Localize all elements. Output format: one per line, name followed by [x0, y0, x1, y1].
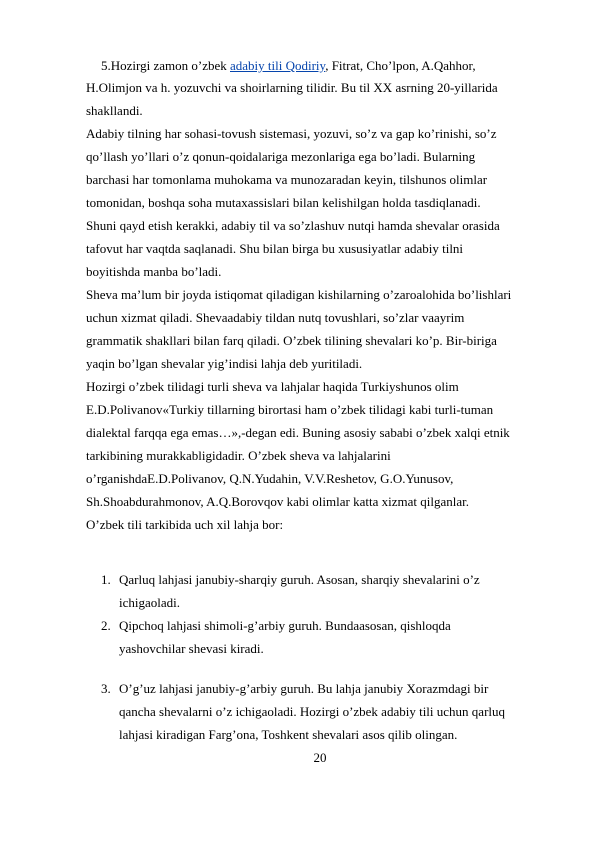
list-number: 2. — [101, 618, 111, 633]
paragraph-line: Shuni qayd etish kerakki, adabiy til va so’zlashuv nutqi hamda shevalar orasida — [86, 218, 500, 233]
list-item-line: qancha shevalarni o’z ichigaoladi. Hozirgi o’zbek adabiy tili uchun qarluq — [119, 704, 506, 719]
paragraph-line: qo’llash yo’llari o’z qonun-qoidalariga mezonlariga ega bo’ladi. Bularning — [86, 149, 476, 164]
paragraph-line: Sheva ma’lum bir joyda istiqomat qiladigan kishilarning o’zaroalohida bo’lishlari — [86, 287, 512, 302]
paragraph-line: dialektal farqqa ega emas…»,-degan edi. Buning asosiy sababi o’zbek xalqi etnik — [86, 425, 510, 440]
list-item-line: Qarluq lahjasi janubiy-sharqiy guruh. Asosan, sharqiy shevalarini o’z — [119, 572, 480, 587]
paragraph-line: grammatik shakllari bilan farq qiladi. O’zbek tilining shevalari ko’p. Bir-biriga — [86, 333, 497, 348]
paragraph-line: barchasi har tomonlama muhokama va munozaradan keyin, tilshunos olimlar — [86, 172, 488, 187]
adabiy-tili-link[interactable]: adabiy tili Qodiriy — [230, 58, 326, 73]
paragraph-line: uchun xizmat qiladi. Shevaadabiy tildan nutq tovushlari, so’zlar vaayrim — [86, 310, 465, 325]
paragraph-line: H.Olimjon va h. yozuvchi va shoirlarning tilidir. Bu til XX asrning 20-yillarida — [86, 80, 498, 95]
page-number: 20 — [313, 750, 327, 765]
paragraph-line: boyitishda manba bo’ladi. — [86, 264, 222, 279]
line-text: 5.Hozirgi zamon o’zbek — [101, 58, 230, 73]
list-item-line: yashovchilar shevasi kiradi. — [119, 641, 264, 656]
list-number: 1. — [101, 572, 111, 587]
paragraph-line: Sh.Shoabdurahmonov, A.Q.Borovqov kabi olimlar katta xizmat qilganlar. — [86, 494, 469, 509]
paragraph-line: tafovut har vaqtda saqlanadi. Shu bilan birga bu xususiyatlar adabiy tilni — [86, 241, 464, 256]
paragraph-line: Adabiy tilning har sohasi-tovush sistemasi, yozuvi, so’z va gap ko’rinishi, so’z — [86, 126, 497, 141]
paragraph-line: O’zbek tili tarkibida uch xil lahja bor: — [86, 517, 284, 532]
list-item-line: ichigaoladi. — [119, 595, 181, 610]
paragraph-line: tarkibining murakkabligidadir. O’zbek sheva va lahjalarini — [86, 448, 391, 463]
line-text: , Fitrat, Cho’lpon, A.Qahhor, — [325, 58, 476, 73]
paragraph-line: yaqin bo’lgan shevalar yig’indisi lahja deb yuritiladi. — [86, 356, 363, 371]
paragraph-line: o’rganishdaE.D.Polivanov, Q.N.Yudahin, V.V.Reshetov, G.O.Yunusov, — [86, 471, 454, 486]
paragraph-line: tomonidan, boshqa soha mutaxassislari bilan kelishilgan holda tasdiqlanadi. — [86, 195, 481, 210]
list-item-line: lahjasi kiradigan Farg’ona, Toshkent shevalari asos qilib olingan. — [119, 727, 458, 742]
paragraph-line: Hozirgi o’zbek tilidagi turli sheva va lahjalar haqida Turkiyshunos olim — [86, 379, 459, 394]
paragraph-line — [101, 58, 476, 74]
list-item-line: O’g’uz lahjasi janubiy-g’arbiy guruh. Bu lahja janubiy Xorazmdagi bir — [119, 681, 489, 696]
paragraph-line: shakllandi. — [86, 103, 143, 118]
list-number: 3. — [101, 681, 111, 696]
paragraph-line: E.D.Polivanov«Turkiy tillarning birortasi ham o’zbek tilidagi kabi turli-tuman — [86, 402, 494, 417]
list-item-line: Qipchoq lahjasi shimoli-g’arbiy guruh. Bundaasosan, qishloqda — [119, 618, 451, 633]
